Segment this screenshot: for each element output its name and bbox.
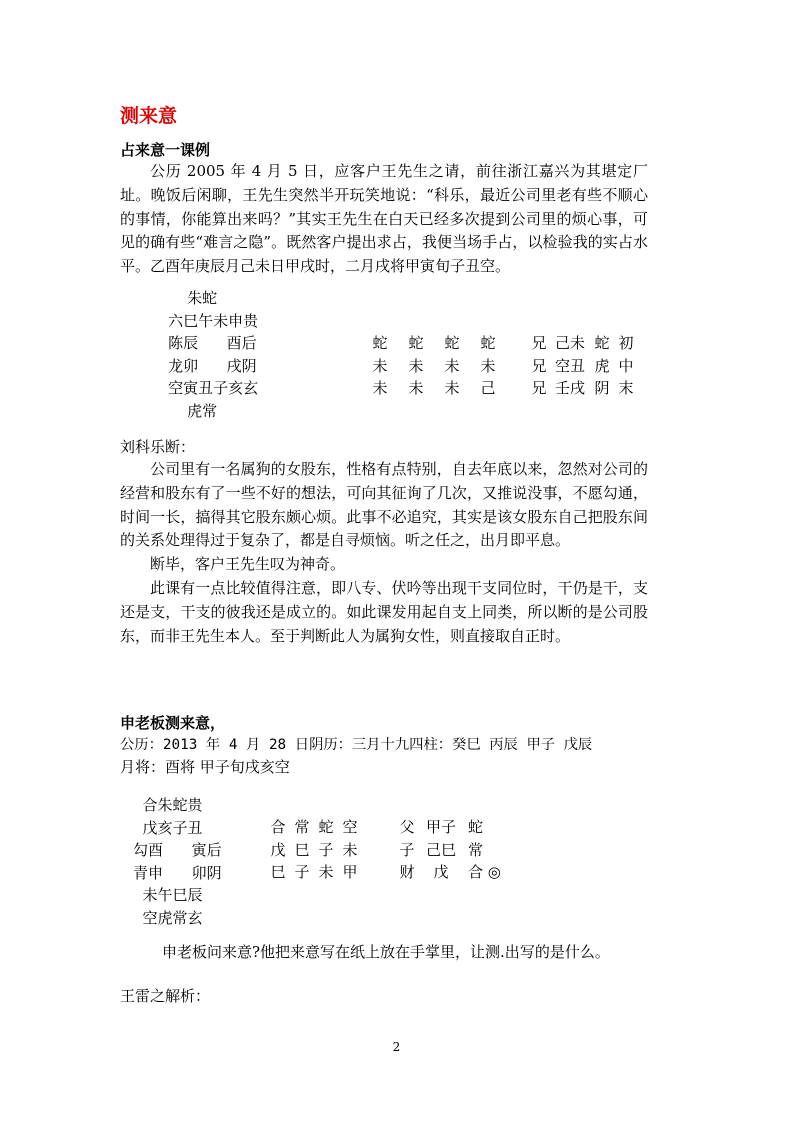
case2-chart-line: 合朱蛇贵 (133, 796, 203, 814)
case1-chart-line: 陈辰 酉后 (149, 334, 257, 352)
case2-date-line: 公历：2013 年 4 月 28 日阴历：三月十九四柱：癸巳 丙辰 甲子 戊辰 (120, 737, 593, 753)
case1-judgement (120, 458, 648, 648)
case2-chart-line: 勾酉 寅后 (133, 841, 222, 859)
case1-ke-row: 蛇 蛇 蛇 蛇 (372, 334, 496, 352)
case1-intro-text: 公历 2005 年 4 月 5 日，应客户王先生之请，前往浙江嘉兴为其堪定厂址。晚饭后闲聊，王先生突然半开玩笑地说：“科乐，最近公司里老有些不顺心的事情，你能算出来吗？”其实王先生在白天已经多次提到公司里的烦心事，可见的确有些“难言之隐”。既然客户提出求占，我便当场手占，以检验我的实占水平。乙酉年庚辰月己未日甲戌时，二月戌将甲寅旬子丑空。 (120, 162, 648, 276)
case1-chart-line: 龙卯 戌阴 (149, 356, 257, 375)
page-number: 2 (392, 1040, 401, 1054)
case1-sike-table (362, 332, 506, 400)
case2-chuan-row: 父 甲子 蛇 (399, 818, 484, 836)
case2-question-text: 申老板问来意?他把来意写在纸上放在手掌里，让测.出写的是什么。 (162, 943, 610, 961)
case2-sanchuan-table (396, 816, 514, 884)
page-title: 测来意 (120, 105, 178, 127)
case1-chuan-row: 兄 己未 蛇 初 (531, 334, 634, 352)
case2-ke-row: 巳 子 未 甲 (270, 863, 358, 881)
case1-chart-line: 虎常 (149, 401, 218, 420)
case1-paragraph (120, 160, 648, 279)
case2-heading: 申老板测来意， (120, 714, 226, 732)
case1-chuan-row: 兄 壬戌 阴 末 (531, 379, 634, 397)
case1-ke-row: 未 未 未 未 (372, 356, 496, 375)
case2-chart-line: 戊亥子丑 (133, 818, 203, 837)
case2-sike-table (266, 816, 362, 884)
case2-tianpan-chart (133, 794, 222, 929)
case2-chart-line: 空虎常玄 (133, 908, 203, 927)
case1-comment-text: 此课有一点比较值得注意，即八专、伏吟等出现干支同位时，干仍是干，支还是支，干支的彼我还是成立的。如此课发用起自支上同类，所以断的是公司股东，而非王先生本人。至于判断此人为属狗女性，则直接取自正时。 (120, 578, 648, 645)
case1-chart-line: 六巳午未申贵 (149, 311, 259, 330)
case1-chart-line: 朱蛇 (149, 289, 218, 307)
case1-ke-row: 未 未 未 己 (372, 379, 496, 397)
case1-chart-line: 空寅丑子亥玄 (149, 379, 259, 397)
case2-chart-line: 未午巳辰 (133, 886, 203, 904)
case1-judge-text: 公司里有一名属狗的女股东，性格有点特别，自去年底以来，忽然对公司的经营和股东有了一些不好的想法，可向其征询了几次，又推说没事，不愿勾通，时间一长，搞得其它股东颇心烦。此事不必追究，其实是该女股东自己把股东间的关系处理得过于复杂了，都是自寻烦恼。听之任之，出月即平息。 (120, 460, 648, 550)
case1-judge-label: 刘科乐断： (120, 438, 196, 456)
case2-chuan-row: 财 戊 合 ◎ (399, 863, 501, 881)
case1-result-text: 断毕，客户王先生叹为神奇。 (150, 555, 346, 574)
case1-chuan-row: 兄 空丑 虎 中 (531, 356, 634, 375)
case2-analysis-label: 王雷之解析： (120, 987, 211, 1005)
case2-chart-line: 青申 卯阴 (133, 863, 222, 882)
case2-ke-row: 合 常 蛇 空 (270, 818, 358, 836)
case2-general-line: 月将：酉将 甲子旬戌亥空 (120, 758, 290, 776)
case2-ke-row: 戊 巳 子 未 (270, 840, 358, 859)
case1-sanchuan-table (528, 332, 638, 400)
case2-chuan-row: 子 己巳 常 (399, 840, 484, 859)
case1-heading: 占来意一课例 (120, 141, 211, 159)
case1-tianpan-chart (149, 287, 258, 422)
